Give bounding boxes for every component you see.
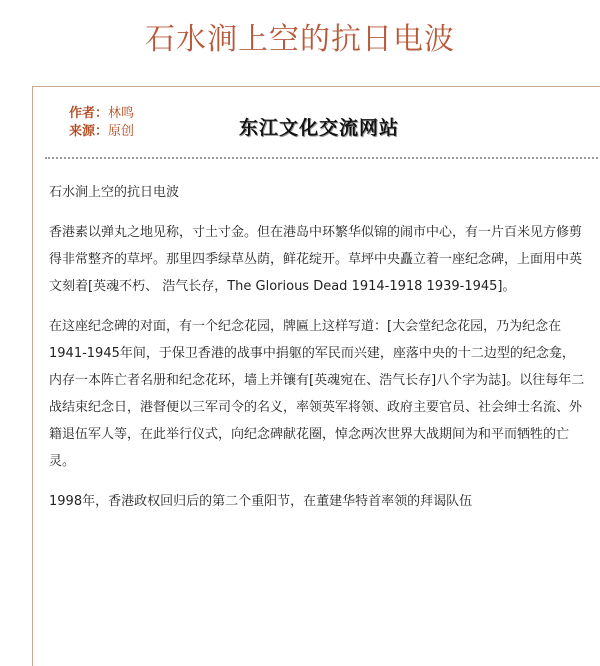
- author-line: [69, 105, 134, 123]
- paragraph: 石水涧上空的抗日电波: [49, 185, 180, 200]
- article-box: [32, 86, 600, 666]
- article-meta: [69, 105, 134, 141]
- author-name: 林鸣: [108, 106, 135, 121]
- article-title: 石水涧上空的抗日电波: [145, 22, 455, 57]
- paragraph: 香港素以弹丸之地见称，寸土寸金。但在港岛中环繁华似锦的闹市中心，有一片百米见方修剪得非常整齐的草坪。那里四季绿草丛荫，鲜花绽开。草坪中央矗立着一座纪念碑，上面用中英文刻着[英魂不朽、 浩气长存，The Glorious Dead 1914-1918 1939-1945]。: [49, 225, 583, 294]
- source-line: [69, 123, 134, 141]
- paragraph: 在这座纪念碑的对面，有一个纪念花园，牌匾上这样写道：[大会堂纪念花园，乃为纪念在1941-1945年间，于保卫香港的战事中捐躯的军民而兴建，座落中央的十二边型的纪念龛，内存一本阵亡者名册和纪念花环，墙上并镶有[英魂宛在、浩气长存]八个字为誌]。以往每年二战结束纪念日，港督便以三军司令的名义，率领英军将领、政府主要官员、社会绅士名流、外籍退伍军人等，在此举行仪式，向纪念碑献花圈，悼念两次世界大战期间为和平而牺牲的亡灵。: [49, 319, 585, 469]
- author-label: 作者：: [69, 106, 109, 121]
- paragraph: 1998年，香港政权回归后的第二个重阳节，在董建华特首率领的拜谒队伍: [49, 494, 473, 509]
- site-logo-text: 东江文化交流网站: [239, 117, 400, 139]
- source-label: 来源：: [69, 124, 109, 139]
- article-body: [49, 179, 585, 528]
- source-name: 原创: [108, 124, 135, 139]
- dotted-divider: [45, 157, 600, 159]
